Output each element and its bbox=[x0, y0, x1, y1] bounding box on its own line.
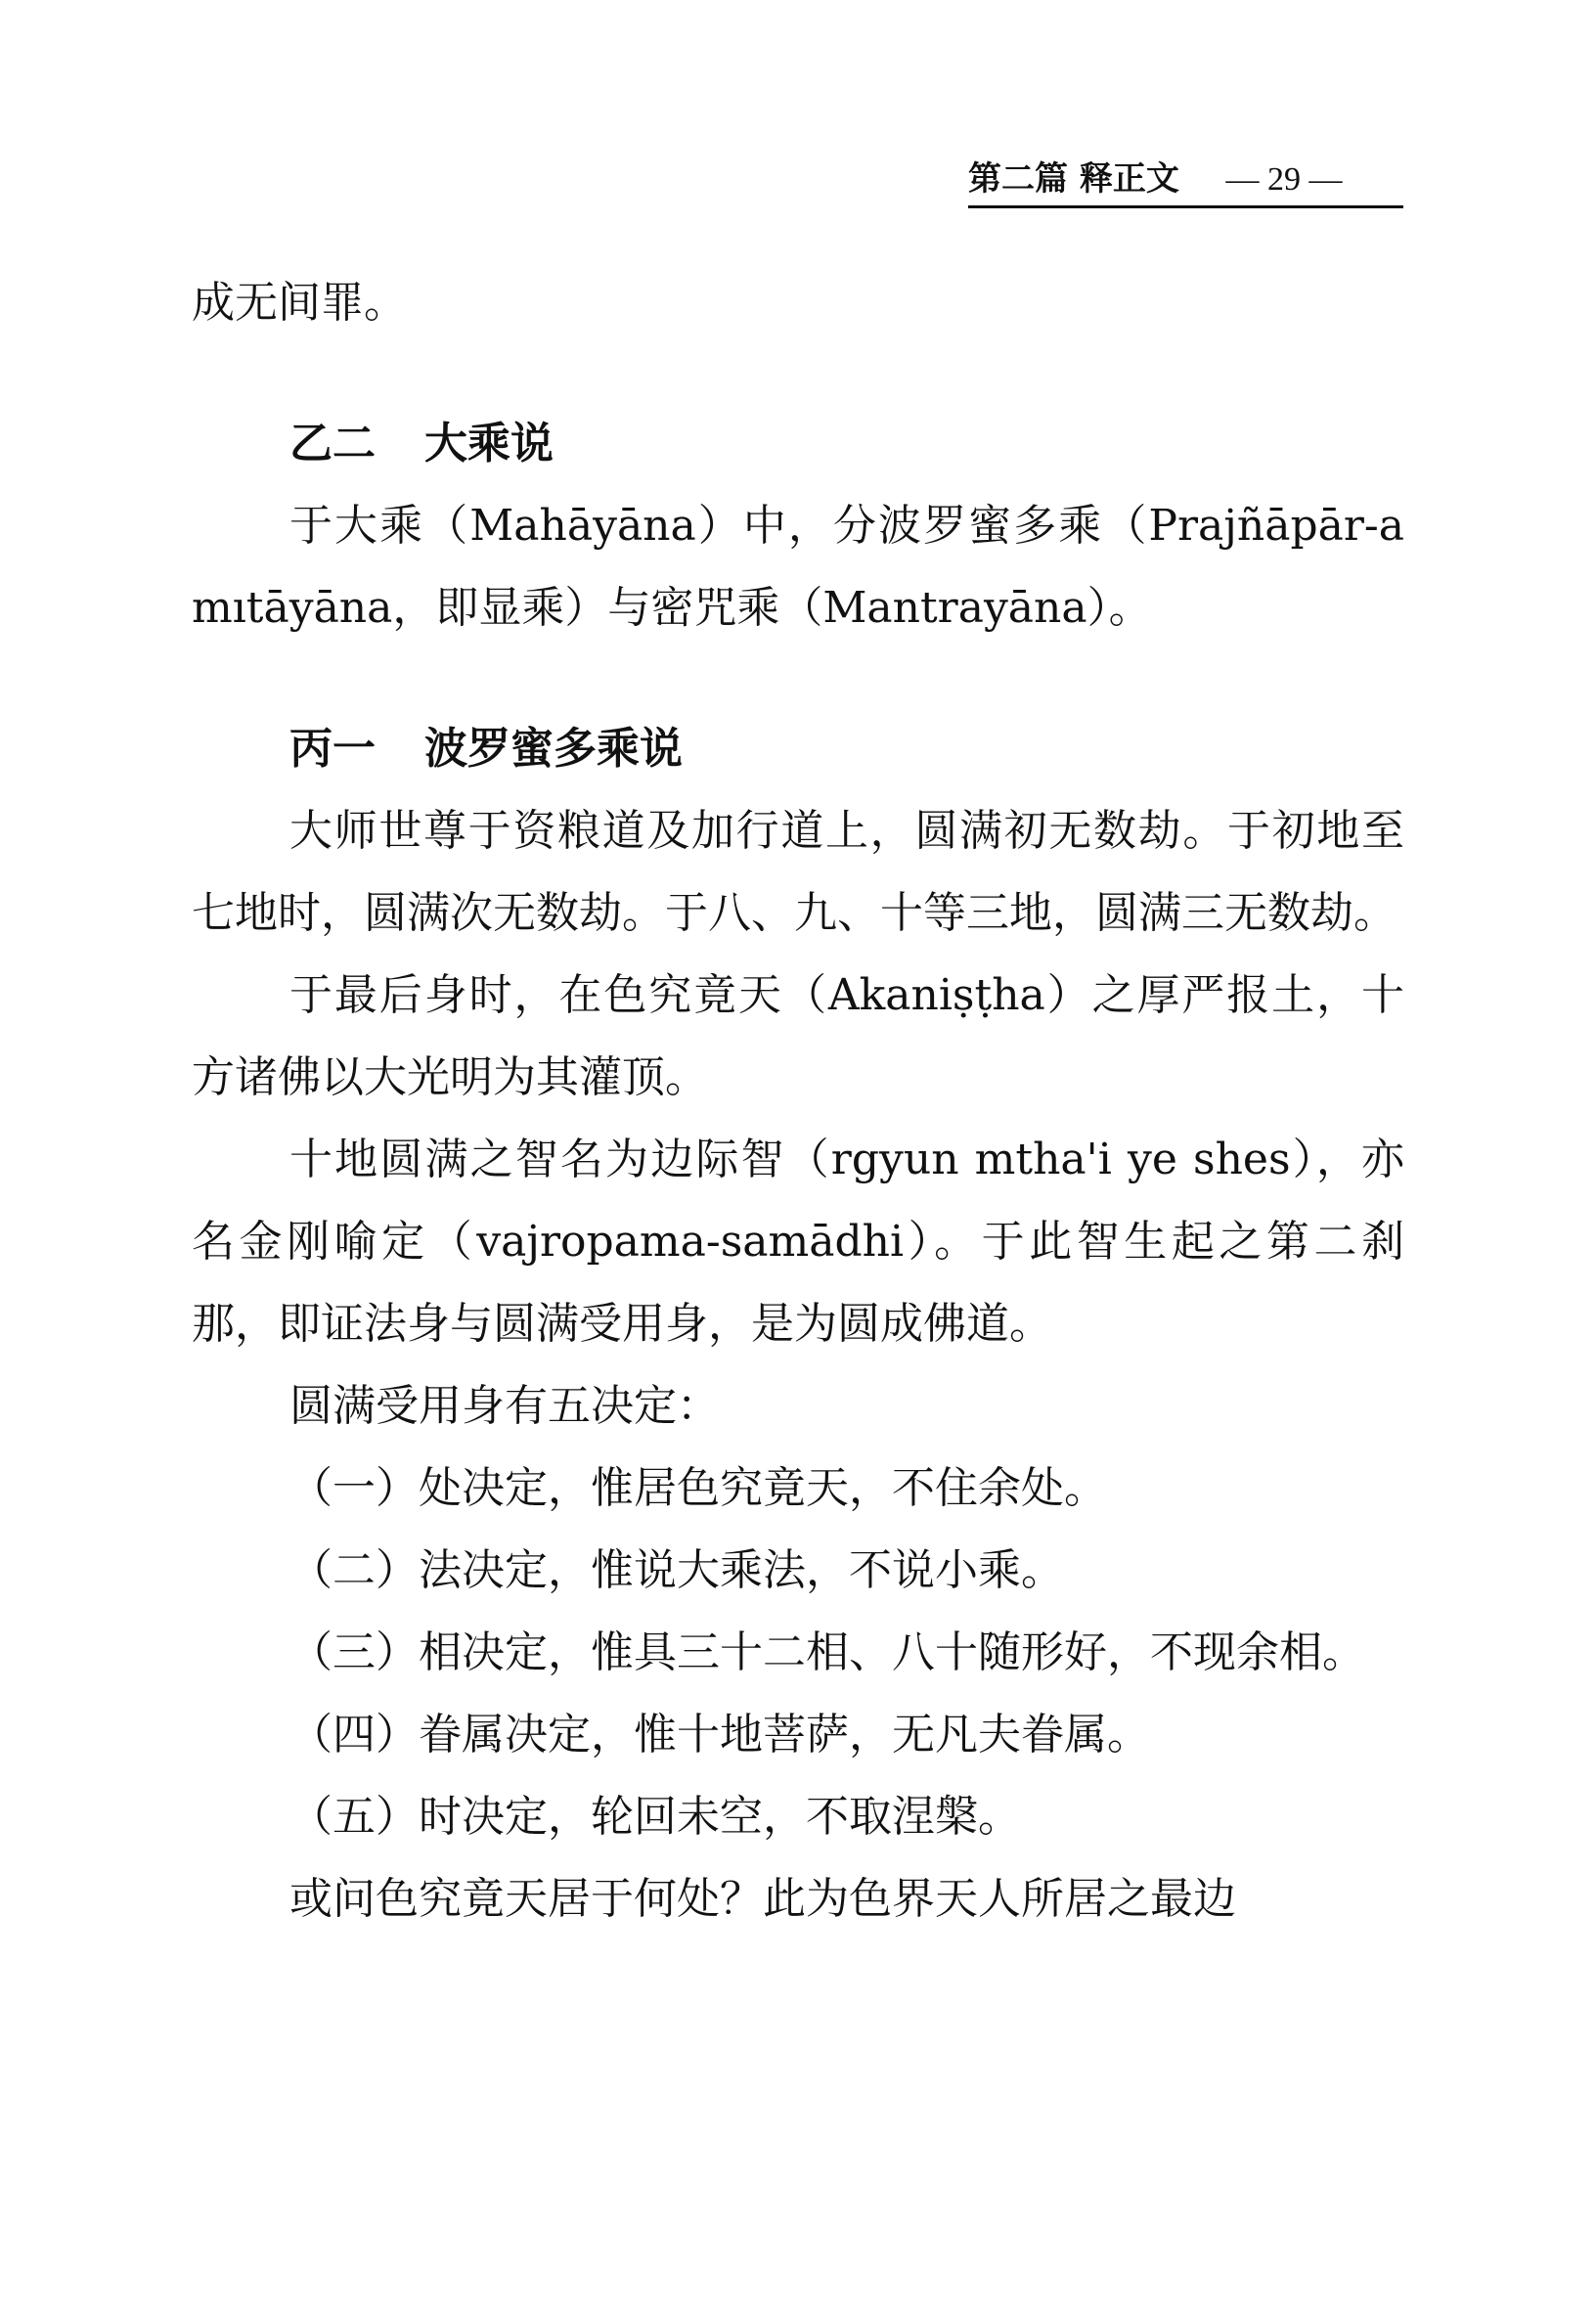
section-heading-paramitayana bbox=[192, 708, 1404, 790]
page-body bbox=[192, 262, 1404, 1940]
list-item: （五）时决定，轮回未空，不取涅槃。 bbox=[289, 1792, 1021, 1842]
section-heading-label: 丙一 bbox=[289, 724, 376, 774]
paragraph-mahayana-division: 于大乘（Mahāyāna）中，分波罗蜜多乘（Prajñāpār-amıtāyāna，即显乘）与密咒乘（Mantrayāna）。 bbox=[192, 501, 1404, 633]
list-item: （三）相决定，惟具三十二相、八十随形好，不现余相。 bbox=[289, 1627, 1365, 1677]
running-head bbox=[968, 156, 1403, 208]
paragraph-five-certainties-intro: 圆满受用身有五决定： bbox=[289, 1381, 720, 1431]
paragraph-final-wisdom: 十地圆满之智名为边际智（rgyun mtha'i ye shes），亦名金刚喻定（vajropama-samādhi）。于此智生起之第二刹那，即证法身与圆满受用身，是为圆成佛道。 bbox=[192, 1135, 1404, 1349]
section-heading-title: 大乘说 bbox=[424, 419, 554, 468]
list-item: （一）处决定，惟居色究竟天，不住余处。 bbox=[289, 1463, 1107, 1513]
paragraph-empowerment: 于最后身时，在色究竟天（Akaniṣṭha）之厚严报土，十方诸佛以大光明为其灌顶。 bbox=[192, 970, 1404, 1102]
list-item: （四）眷属决定，惟十地菩萨，无凡夫眷属。 bbox=[289, 1710, 1150, 1760]
running-head-section: 第二篇 释正文 bbox=[968, 159, 1179, 199]
paragraph-continuation: 成无间罪。 bbox=[192, 278, 407, 328]
section-heading-mahayana bbox=[192, 403, 1404, 485]
paragraph-kalpas: 大师世尊于资粮道及加行道上，圆满初无数劫。于初地至七地时，圆满次无数劫。于八、九、十等三地，圆满三无数劫。 bbox=[192, 806, 1404, 938]
page-number: — 29 — bbox=[1225, 161, 1343, 198]
section-heading-label: 乙二 bbox=[289, 419, 376, 468]
section-heading-title: 波罗蜜多乘说 bbox=[424, 724, 683, 774]
list-item: （二）法决定，惟说大乘法，不说小乘。 bbox=[289, 1545, 1064, 1595]
paragraph-question: 或问色究竟天居于何处？此为色界天人所居之最边 bbox=[289, 1874, 1236, 1924]
